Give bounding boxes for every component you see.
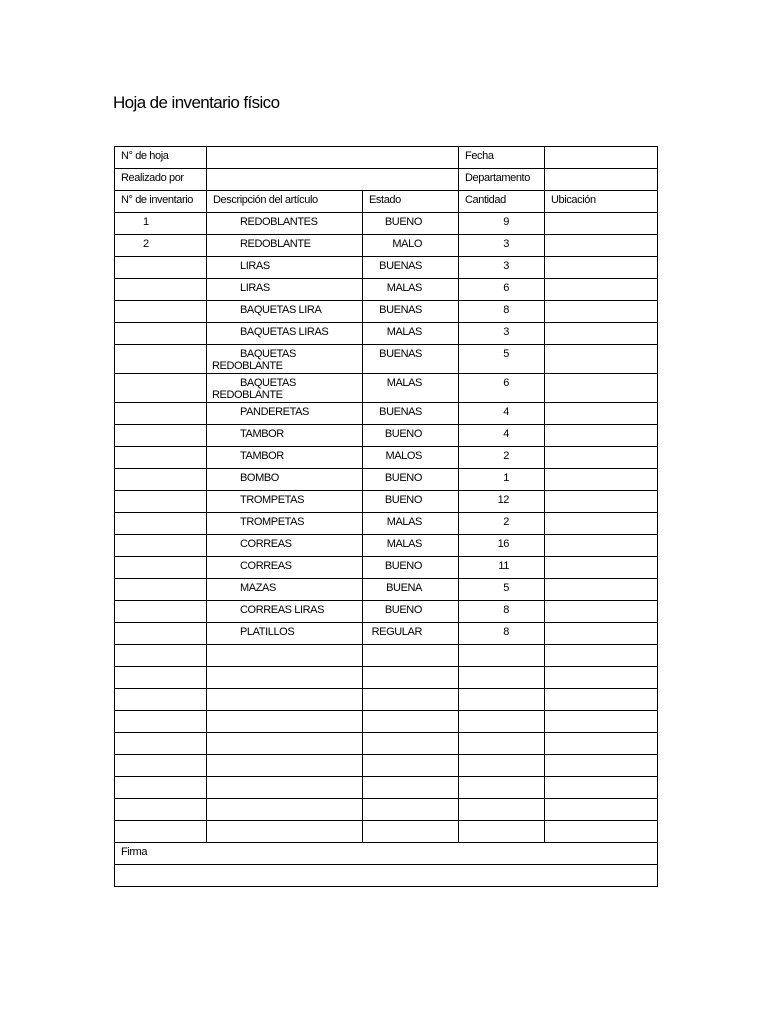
inventory-number-cell[interactable]	[115, 301, 207, 323]
description-cell[interactable]	[207, 601, 363, 623]
description-cell[interactable]	[207, 755, 363, 777]
description-cell[interactable]	[207, 345, 363, 374]
ubicacion-cell[interactable]	[545, 799, 658, 821]
inventory-number-cell[interactable]	[115, 374, 207, 403]
table-row	[115, 601, 658, 623]
table-row	[115, 491, 658, 513]
table-row	[115, 301, 658, 323]
inventory-number-cell[interactable]	[115, 491, 207, 513]
col-header-ubicacion: Ubicación	[545, 191, 658, 213]
inventory-number-cell[interactable]	[115, 645, 207, 667]
table-row	[115, 513, 658, 535]
inventory-number-cell[interactable]	[115, 579, 207, 601]
description-text: BAQUETAS	[240, 348, 296, 360]
estado-cell[interactable]: BUENO	[363, 425, 459, 447]
description-text: TAMBOR	[240, 428, 284, 440]
description-cell[interactable]	[207, 279, 363, 301]
inventory-table	[114, 146, 658, 887]
table-row	[115, 425, 658, 447]
description-text-line2: REDOBLANTE	[212, 360, 283, 372]
cantidad-cell[interactable]	[459, 645, 545, 667]
table-row	[115, 777, 658, 799]
inventory-number-cell[interactable]	[115, 821, 207, 843]
description-cell[interactable]	[207, 447, 363, 469]
cantidad-cell[interactable]: 2	[459, 513, 545, 535]
ubicacion-cell[interactable]	[545, 403, 658, 425]
ubicacion-cell[interactable]	[545, 469, 658, 491]
hoja-field[interactable]	[207, 147, 459, 169]
description-cell[interactable]	[207, 425, 363, 447]
table-row	[115, 279, 658, 301]
table-row	[115, 645, 658, 667]
header-row-hoja	[115, 147, 658, 169]
ubicacion-cell[interactable]	[545, 374, 658, 403]
description-cell[interactable]	[207, 469, 363, 491]
description-text: LIRAS	[240, 282, 270, 294]
inventory-number-cell[interactable]	[115, 755, 207, 777]
description-text: MAZAS	[240, 582, 276, 594]
cantidad-cell[interactable]: 16	[459, 535, 545, 557]
ubicacion-cell[interactable]	[545, 711, 658, 733]
table-row	[115, 374, 658, 403]
cantidad-cell[interactable]: 4	[459, 403, 545, 425]
ubicacion-cell[interactable]	[545, 235, 658, 257]
description-text: TROMPETAS	[240, 516, 305, 528]
estado-cell[interactable]	[363, 711, 459, 733]
inventory-number-cell[interactable]	[115, 513, 207, 535]
ubicacion-cell[interactable]	[545, 213, 658, 235]
realizado-field[interactable]	[207, 169, 459, 191]
ubicacion-cell[interactable]	[545, 755, 658, 777]
inventory-number-cell[interactable]	[115, 425, 207, 447]
estado-cell[interactable]: MALAS	[363, 279, 459, 301]
table-row	[115, 579, 658, 601]
fecha-field[interactable]	[545, 147, 658, 169]
estado-cell[interactable]: BUENO	[363, 213, 459, 235]
cantidad-cell[interactable]: 12	[459, 491, 545, 513]
cantidad-cell[interactable]	[459, 799, 545, 821]
table-row	[115, 711, 658, 733]
cantidad-cell[interactable]	[459, 667, 545, 689]
table-row	[115, 469, 658, 491]
ubicacion-cell[interactable]	[545, 645, 658, 667]
ubicacion-cell[interactable]	[545, 667, 658, 689]
table-row	[115, 535, 658, 557]
cantidad-cell[interactable]	[459, 821, 545, 843]
inventory-number-cell[interactable]	[115, 345, 207, 374]
inventory-number-cell[interactable]	[115, 469, 207, 491]
estado-cell[interactable]	[363, 777, 459, 799]
inventory-number-cell[interactable]	[115, 711, 207, 733]
cantidad-cell[interactable]: 5	[459, 579, 545, 601]
estado-cell[interactable]: BUENAS	[363, 301, 459, 323]
description-cell[interactable]	[207, 799, 363, 821]
departamento-label: Departamento	[459, 169, 545, 191]
description-cell[interactable]	[207, 623, 363, 645]
ubicacion-cell[interactable]	[545, 447, 658, 469]
cantidad-cell[interactable]: 3	[459, 235, 545, 257]
description-text: LIRAS	[240, 260, 270, 272]
estado-cell[interactable]	[363, 799, 459, 821]
inventory-number-cell[interactable]	[115, 601, 207, 623]
description-text: BAQUETAS	[240, 377, 296, 389]
inventory-number-cell[interactable]	[115, 557, 207, 579]
estado-cell[interactable]: BUENAS	[363, 257, 459, 279]
table-row	[115, 755, 658, 777]
table-row	[115, 821, 658, 843]
inventory-number-cell[interactable]	[115, 279, 207, 301]
cantidad-cell[interactable]: 3	[459, 257, 545, 279]
description-cell[interactable]	[207, 711, 363, 733]
description-text: PANDERETAS	[240, 406, 309, 418]
cantidad-cell[interactable]: 8	[459, 623, 545, 645]
estado-cell[interactable]: MALO	[363, 235, 459, 257]
table-row	[115, 323, 658, 345]
description-cell[interactable]	[207, 235, 363, 257]
cantidad-cell[interactable]: 5	[459, 345, 545, 374]
description-text: BAQUETAS LIRA	[240, 304, 322, 316]
cantidad-cell[interactable]: 9	[459, 213, 545, 235]
estado-cell[interactable]	[363, 821, 459, 843]
column-header-row	[115, 191, 658, 213]
table-row	[115, 689, 658, 711]
inventory-number-cell[interactable]	[115, 257, 207, 279]
estado-cell[interactable]: MALOS	[363, 447, 459, 469]
header-row-realizado	[115, 169, 658, 191]
description-cell[interactable]	[207, 777, 363, 799]
description-text: CORREAS LIRAS	[240, 604, 325, 616]
description-cell[interactable]	[207, 535, 363, 557]
description-cell[interactable]	[207, 645, 363, 667]
description-cell[interactable]	[207, 301, 363, 323]
cantidad-cell[interactable]	[459, 777, 545, 799]
description-cell[interactable]	[207, 667, 363, 689]
ubicacion-cell[interactable]	[545, 513, 658, 535]
inventory-number-cell[interactable]: 1	[115, 213, 207, 235]
hoja-label: N° de hoja	[115, 147, 207, 169]
firma-signature-row	[115, 865, 658, 887]
description-text-line2: REDOBLANTE	[212, 389, 283, 401]
ubicacion-cell[interactable]	[545, 623, 658, 645]
description-cell[interactable]	[207, 513, 363, 535]
description-cell[interactable]	[207, 491, 363, 513]
description-cell[interactable]	[207, 821, 363, 843]
inventory-number-cell[interactable]	[115, 799, 207, 821]
estado-cell[interactable]: BUENAS	[363, 403, 459, 425]
estado-cell[interactable]: BUENO	[363, 491, 459, 513]
estado-cell[interactable]: BUENO	[363, 557, 459, 579]
inventory-number-cell[interactable]	[115, 623, 207, 645]
table-row	[115, 235, 658, 257]
page-title: Hoja de inventario físico	[113, 93, 280, 112]
ubicacion-cell[interactable]	[545, 601, 658, 623]
description-cell[interactable]	[207, 213, 363, 235]
table-row	[115, 557, 658, 579]
ubicacion-cell[interactable]	[545, 733, 658, 755]
ubicacion-cell[interactable]	[545, 535, 658, 557]
cantidad-cell[interactable]: 8	[459, 601, 545, 623]
inventory-number-cell[interactable]	[115, 535, 207, 557]
ubicacion-cell[interactable]	[545, 491, 658, 513]
table-row	[115, 667, 658, 689]
estado-cell[interactable]	[363, 645, 459, 667]
table-row	[115, 733, 658, 755]
estado-cell[interactable]: BUENA	[363, 579, 459, 601]
inventory-number-cell[interactable]	[115, 667, 207, 689]
cantidad-cell[interactable]	[459, 755, 545, 777]
description-cell[interactable]	[207, 689, 363, 711]
inventory-number-cell[interactable]	[115, 777, 207, 799]
estado-cell[interactable]: REGULAR	[363, 623, 459, 645]
description-text: REDOBLANTES	[240, 216, 318, 228]
ubicacion-cell[interactable]	[545, 579, 658, 601]
col-header-cantidad: Cantidad	[459, 191, 545, 213]
ubicacion-cell[interactable]	[545, 557, 658, 579]
realizado-label: Realizado por	[115, 169, 207, 191]
table-row	[115, 213, 658, 235]
col-header-estado: Estado	[363, 191, 459, 213]
estado-cell[interactable]: MALAS	[363, 374, 459, 403]
ubicacion-cell[interactable]	[545, 279, 658, 301]
estado-cell[interactable]: BUENAS	[363, 345, 459, 374]
description-text: CORREAS	[240, 538, 292, 550]
col-header-desc: Descripción del artículo	[207, 191, 363, 213]
estado-cell[interactable]	[363, 689, 459, 711]
description-cell[interactable]	[207, 557, 363, 579]
table-row	[115, 623, 658, 645]
ubicacion-cell[interactable]	[545, 777, 658, 799]
cantidad-cell[interactable]: 4	[459, 425, 545, 447]
ubicacion-cell[interactable]	[545, 257, 658, 279]
cantidad-cell[interactable]: 3	[459, 323, 545, 345]
description-cell[interactable]	[207, 257, 363, 279]
cantidad-cell[interactable]	[459, 689, 545, 711]
inventory-number-cell[interactable]: 2	[115, 235, 207, 257]
description-cell[interactable]	[207, 733, 363, 755]
ubicacion-cell[interactable]	[545, 425, 658, 447]
estado-cell[interactable]: MALAS	[363, 535, 459, 557]
description-cell[interactable]	[207, 579, 363, 601]
departamento-field[interactable]	[545, 169, 658, 191]
firma-field[interactable]	[115, 865, 658, 887]
cantidad-cell[interactable]: 2	[459, 447, 545, 469]
cantidad-cell[interactable]: 8	[459, 301, 545, 323]
table-row	[115, 345, 658, 374]
ubicacion-cell[interactable]	[545, 345, 658, 374]
table-row	[115, 257, 658, 279]
estado-cell[interactable]: BUENO	[363, 601, 459, 623]
estado-cell[interactable]: MALAS	[363, 513, 459, 535]
description-cell[interactable]	[207, 374, 363, 403]
cantidad-cell[interactable]: 11	[459, 557, 545, 579]
description-cell[interactable]	[207, 403, 363, 425]
description-text: TAMBOR	[240, 450, 284, 462]
ubicacion-cell[interactable]	[545, 821, 658, 843]
cantidad-cell[interactable]	[459, 711, 545, 733]
description-cell[interactable]	[207, 323, 363, 345]
estado-cell[interactable]	[363, 667, 459, 689]
ubicacion-cell[interactable]	[545, 323, 658, 345]
cantidad-cell[interactable]: 6	[459, 279, 545, 301]
ubicacion-cell[interactable]	[545, 301, 658, 323]
firma-label-row	[115, 843, 658, 865]
inventory-number-cell[interactable]	[115, 323, 207, 345]
fecha-label: Fecha	[459, 147, 545, 169]
estado-cell[interactable]: BUENO	[363, 469, 459, 491]
description-text: BAQUETAS LIRAS	[240, 326, 329, 338]
estado-cell[interactable]	[363, 733, 459, 755]
estado-cell[interactable]: MALAS	[363, 323, 459, 345]
table-row	[115, 799, 658, 821]
cantidad-cell[interactable]	[459, 733, 545, 755]
cantidad-cell[interactable]: 6	[459, 374, 545, 403]
table-row	[115, 447, 658, 469]
description-text: TROMPETAS	[240, 494, 305, 506]
inventory-number-cell[interactable]	[115, 689, 207, 711]
inventory-number-cell[interactable]	[115, 403, 207, 425]
inventory-number-cell[interactable]	[115, 447, 207, 469]
cantidad-cell[interactable]: 1	[459, 469, 545, 491]
inventory-number-cell[interactable]	[115, 733, 207, 755]
col-header-num: N° de inventario	[115, 191, 207, 213]
description-text: BOMBO	[240, 472, 279, 484]
table-row	[115, 403, 658, 425]
description-text: REDOBLANTE	[240, 238, 311, 250]
estado-cell[interactable]	[363, 755, 459, 777]
description-text: CORREAS	[240, 560, 292, 572]
description-text: PLATILLOS	[240, 626, 295, 638]
firma-label: Firma	[115, 843, 658, 865]
ubicacion-cell[interactable]	[545, 689, 658, 711]
